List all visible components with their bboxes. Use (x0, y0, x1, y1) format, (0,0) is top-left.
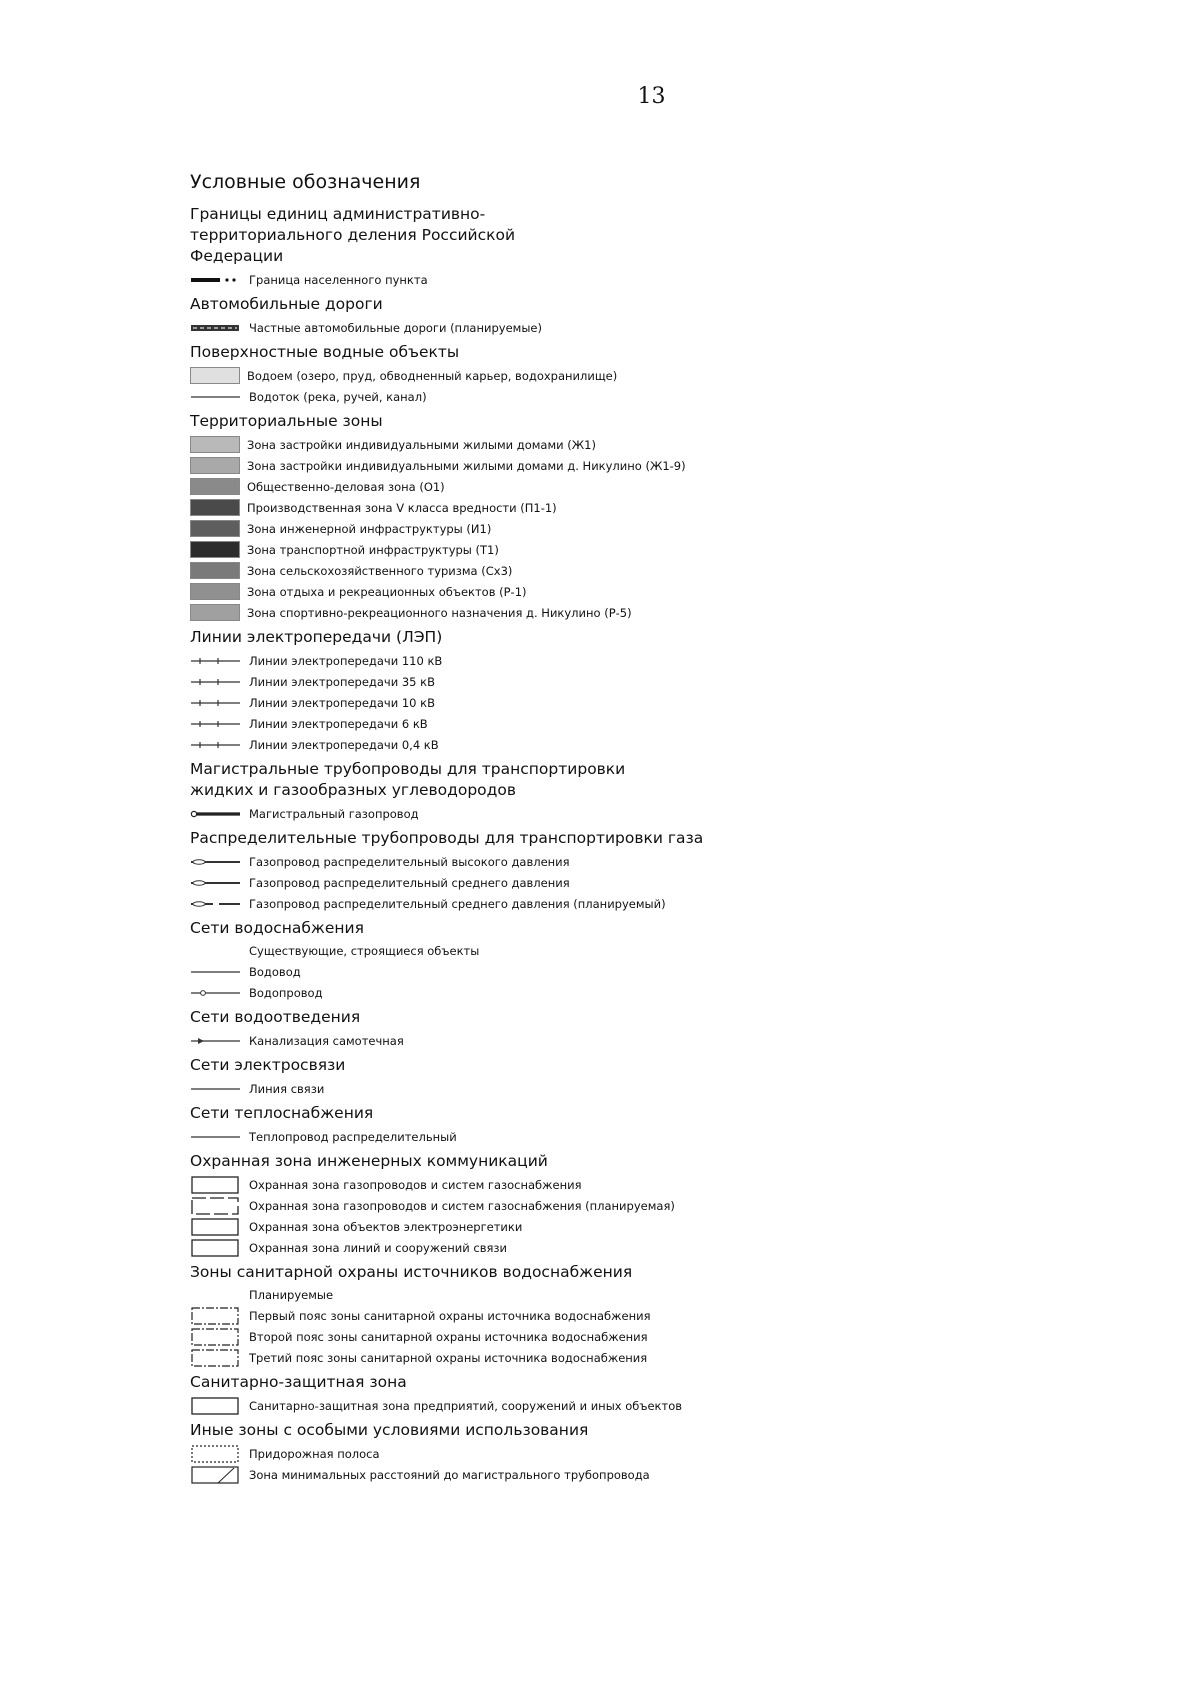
box-symbol (190, 1218, 242, 1236)
legend-section (190, 1420, 1090, 1485)
legend-item (190, 1078, 1090, 1099)
legend-item-label: Газопровод распределительный среднего давления (249, 875, 570, 890)
legend-item (190, 1030, 1090, 1051)
legend-item-label: Линии электропередачи 6 кВ (249, 716, 428, 731)
legend-item-label: Теплопровод распределительный (249, 1129, 457, 1144)
section-title: Автомобильные дороги (190, 295, 383, 313)
legend-item-label: Газопровод распределительный среднего давления (планируемый) (249, 896, 666, 911)
legend-item-label: Зона минимальных расстояний до магистрального трубопровода (249, 1467, 650, 1482)
legend-item (190, 581, 1090, 602)
legend-item (190, 497, 1090, 518)
thin-line-symbol (190, 1080, 242, 1098)
section-title: Территориальные зоны (190, 412, 383, 430)
power-symbol (190, 736, 242, 754)
legend-section (190, 1262, 1090, 1368)
section-subheading: Существующие, строящиеся объекты (249, 944, 480, 958)
legend-item (190, 386, 1090, 407)
legend-item (190, 851, 1090, 872)
legend-item-label: Магистральный газопровод (249, 806, 419, 821)
zone-swatch (190, 436, 240, 453)
legend-item-label: Водоток (река, ручей, канал) (249, 389, 427, 404)
legend-item-label: Зона застройки индивидуальными жилыми домами д. Никулино (Ж1-9) (247, 458, 686, 473)
legend-item (190, 803, 1090, 824)
legend-item (190, 671, 1090, 692)
water-symbol (190, 984, 242, 1002)
legend-item-label: Линии электропередачи 10 кВ (249, 695, 435, 710)
legend-section (190, 627, 1090, 755)
section-title: Поверхностные водные объекты (190, 343, 460, 361)
zone-swatch (190, 541, 240, 558)
legend-item (190, 365, 1090, 386)
box-symbol (190, 1397, 242, 1415)
zone-swatch (190, 499, 240, 516)
gas-dashed-symbol (190, 895, 242, 913)
power-symbol (190, 673, 242, 691)
box-dotdash-symbol (190, 1307, 242, 1325)
legend-item-label: Зона транспортной инфраструктуры (Т1) (247, 542, 499, 557)
legend-item-label: Линии электропередачи 35 кВ (249, 674, 435, 689)
legend-item (190, 1305, 1090, 1326)
road-symbol (190, 319, 242, 337)
legend-item-label: Производственная зона V класса вредности (П1-1) (247, 500, 557, 515)
legend-item (190, 961, 1090, 982)
legend-item-label: Водопровод (249, 985, 323, 1000)
legend-item-label: Зона инженерной инфраструктуры (И1) (247, 521, 492, 536)
legend-section (190, 1372, 1090, 1416)
legend-item-label: Граница населенного пункта (249, 272, 428, 287)
legend-item-label: Канализация самотечная (249, 1033, 404, 1048)
section-title: Сети теплоснабжения (190, 1104, 374, 1122)
legend-item-label: Линия связи (249, 1081, 325, 1096)
zone-swatch (190, 457, 240, 474)
legend-section (190, 918, 1090, 1003)
legend-section (190, 1007, 1090, 1051)
box-symbol (190, 1239, 242, 1257)
section-title: Охранная зона инженерных коммуникаций (190, 1152, 548, 1170)
legend-section (190, 342, 1090, 407)
legend-item (190, 1237, 1090, 1258)
legend-section (190, 1055, 1090, 1099)
section-title: Санитарно-защитная зона (190, 1373, 407, 1391)
section-subheading: Планируемые (249, 1288, 334, 1302)
legend-item (190, 692, 1090, 713)
legend-item-label: Зона спортивно-рекреационного назначения д. Никулино (Р-5) (247, 605, 632, 620)
legend-item (190, 1216, 1090, 1237)
section-title: Распределительные трубопроводы для транспортировки газа (190, 829, 704, 847)
section-title: Магистральные трубопроводы для транспортировки жидких и газообразных углеводородов (190, 760, 626, 799)
legend-item (190, 476, 1090, 497)
zone-swatch (190, 367, 240, 384)
legend-item-label: Охранная зона линий и сооружений связи (249, 1240, 507, 1255)
legend-item (190, 560, 1090, 581)
gas-symbol (190, 874, 242, 892)
legend-item (190, 1347, 1090, 1368)
section-title: Сети водоотведения (190, 1008, 361, 1026)
legend-item-label: Охранная зона объектов электроэнергетики (249, 1219, 523, 1234)
gas-main-symbol (190, 805, 242, 823)
zone-swatch (190, 583, 240, 600)
legend-item-label: Охранная зона газопроводов и систем газоснабжения (планируемая) (249, 1198, 675, 1213)
legend-item (190, 1395, 1090, 1416)
zone-swatch (190, 520, 240, 537)
zone-swatch (190, 478, 240, 495)
legend-section (190, 411, 1090, 623)
legend-section (190, 294, 1090, 338)
legend-section (190, 204, 1090, 290)
legend-section (190, 828, 1090, 914)
legend (190, 171, 1090, 1489)
legend-item-label: Линии электропередачи 0,4 кВ (249, 737, 439, 752)
box-dotdash-symbol (190, 1349, 242, 1367)
power-symbol (190, 694, 242, 712)
legend-item (190, 1126, 1090, 1147)
legend-item-label: Газопровод распределительный высокого давления (249, 854, 570, 869)
legend-item-label: Санитарно-защитная зона предприятий, сооружений и иных объектов (249, 1398, 683, 1413)
section-title: Линии электропередачи (ЛЭП) (190, 628, 443, 646)
legend-item-label: Водоем (озеро, пруд, обводненный карьер, водохранилище) (247, 368, 618, 383)
legend-item-label: Зона застройки индивидуальными жилыми домами (Ж1) (247, 437, 596, 452)
legend-item (190, 1174, 1090, 1195)
legend-item (190, 982, 1090, 1003)
box-dotdash-symbol (190, 1328, 242, 1346)
legend-item-label: Общественно-деловая зона (О1) (247, 479, 445, 494)
box-dash-symbol (190, 1197, 242, 1215)
legend-item-label: Третий пояс зоны санитарной охраны источника водоснабжения (249, 1350, 648, 1365)
legend-section (190, 759, 1090, 824)
legend-item (190, 713, 1090, 734)
section-title: Иные зоны с особыми условиями использования (190, 1421, 589, 1439)
legend-item-label: Частные автомобильные дороги (планируемые) (249, 320, 542, 335)
legend-item-label: Охранная зона газопроводов и систем газоснабжения (249, 1177, 582, 1192)
box-symbol (190, 1176, 242, 1194)
legend-section (190, 1103, 1090, 1147)
legend-item-label: Зона сельскохозяйственного туризма (Сх3) (247, 563, 513, 578)
legend-item (190, 518, 1090, 539)
thin-line-symbol (190, 963, 242, 981)
legend-item (190, 434, 1090, 455)
legend-item-label: Придорожная полоса (249, 1446, 380, 1461)
page-number: 13 (637, 84, 666, 109)
power-symbol (190, 715, 242, 733)
legend-item (190, 893, 1090, 914)
sewer-symbol (190, 1032, 242, 1050)
legend-item-label: Первый пояс зоны санитарной охраны источника водоснабжения (249, 1308, 651, 1323)
legend-item (190, 539, 1090, 560)
legend-item (190, 317, 1090, 338)
zone-swatch (190, 604, 240, 621)
legend-item (190, 455, 1090, 476)
legend-sections (190, 204, 1090, 1485)
legend-item-label: Линии электропередачи 110 кВ (249, 653, 443, 668)
legend-item-label: Зона отдыха и рекреационных объектов (Р-1) (247, 584, 527, 599)
legend-section (190, 1151, 1090, 1258)
legend-item (190, 1443, 1090, 1464)
gas-symbol (190, 853, 242, 871)
section-title: Границы единиц административно-территориального деления Российской Федерации (190, 205, 516, 265)
power-symbol (190, 652, 242, 670)
legend-item (190, 872, 1090, 893)
legend-title: Условные обозначения (190, 171, 421, 193)
legend-item (190, 650, 1090, 671)
legend-item-label: Второй пояс зоны санитарной охраны источника водоснабжения (249, 1329, 648, 1344)
thin-line-symbol (190, 388, 242, 406)
dash-dot-bold-symbol (190, 271, 242, 289)
box-hatch-symbol (190, 1466, 242, 1484)
legend-item-label: Водовод (249, 964, 301, 979)
legend-item (190, 734, 1090, 755)
box-dotted-symbol (190, 1445, 242, 1463)
legend-item (190, 602, 1090, 623)
legend-item (190, 1464, 1090, 1485)
legend-item (190, 269, 1090, 290)
legend-item (190, 1195, 1090, 1216)
section-title: Сети водоснабжения (190, 919, 364, 937)
section-title: Зоны санитарной охраны источников водоснабжения (190, 1263, 633, 1281)
zone-swatch (190, 562, 240, 579)
legend-item (190, 1326, 1090, 1347)
section-title: Сети электросвязи (190, 1056, 346, 1074)
thin-line-symbol (190, 1128, 242, 1146)
